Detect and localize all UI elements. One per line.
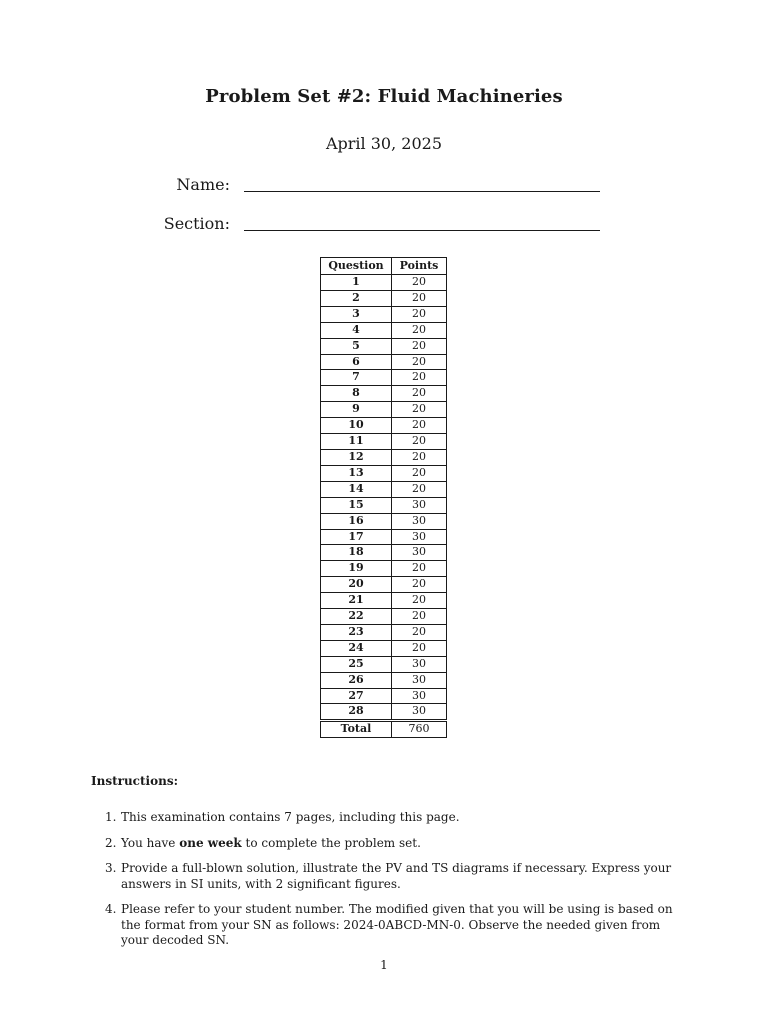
question-number-cell: 27 <box>321 688 392 704</box>
points-value-cell: 30 <box>392 513 447 529</box>
points-value-cell: 20 <box>392 640 447 656</box>
points-value-cell: 20 <box>392 370 447 386</box>
points-table-row <box>321 672 447 688</box>
points-table-row <box>321 529 447 545</box>
points-table-row <box>321 561 447 577</box>
points-table-row <box>321 656 447 672</box>
points-table-row <box>321 497 447 513</box>
points-value-cell: 20 <box>392 561 447 577</box>
points-value-cell: 20 <box>392 434 447 450</box>
points-table-row <box>321 688 447 704</box>
question-number-cell: 12 <box>321 449 392 465</box>
points-table-row <box>321 481 447 497</box>
section-label: Section: <box>163 214 230 233</box>
points-table-row <box>321 434 447 450</box>
question-number-cell: 26 <box>321 672 392 688</box>
points-value-cell: 20 <box>392 402 447 418</box>
total-label: Total <box>321 721 392 738</box>
question-number-cell: 22 <box>321 609 392 625</box>
points-table-row <box>321 609 447 625</box>
instruction-number: 2. <box>105 835 117 850</box>
points-table-row <box>321 624 447 640</box>
points-table-row <box>321 322 447 338</box>
question-number-cell: 7 <box>321 370 392 386</box>
question-number-cell: 5 <box>321 338 392 354</box>
points-value-cell: 20 <box>392 624 447 640</box>
question-number-cell: 14 <box>321 481 392 497</box>
points-value-cell: 20 <box>392 593 447 609</box>
points-table-row <box>321 513 447 529</box>
instruction-emphasis: one week <box>179 835 242 850</box>
points-value-cell: 30 <box>392 672 447 688</box>
points-table-row <box>321 306 447 322</box>
question-number-cell: 21 <box>321 593 392 609</box>
points-table-row <box>321 593 447 609</box>
question-number-cell: 13 <box>321 465 392 481</box>
question-number-cell: 10 <box>321 418 392 434</box>
name-blank-line <box>244 191 600 192</box>
points-column-header: Points <box>392 258 447 275</box>
points-value-cell: 20 <box>392 338 447 354</box>
total-value: 760 <box>392 721 447 738</box>
points-table-row <box>321 640 447 656</box>
points-table-row <box>321 545 447 561</box>
points-value-cell: 20 <box>392 465 447 481</box>
question-number-cell: 16 <box>321 513 392 529</box>
question-number-cell: 23 <box>321 624 392 640</box>
question-number-cell: 9 <box>321 402 392 418</box>
points-value-cell: 30 <box>392 688 447 704</box>
points-value-cell: 30 <box>392 529 447 545</box>
points-table-row <box>321 354 447 370</box>
points-table-row <box>321 704 447 721</box>
points-value-cell: 20 <box>392 609 447 625</box>
points-table-header-row <box>321 258 447 275</box>
points-value-cell: 30 <box>392 545 447 561</box>
points-value-cell: 20 <box>392 354 447 370</box>
question-number-cell: 2 <box>321 290 392 306</box>
question-number-cell: 18 <box>321 545 392 561</box>
points-table-row <box>321 275 447 291</box>
question-number-cell: 19 <box>321 561 392 577</box>
points-table-total-row <box>321 721 447 738</box>
points-value-cell: 20 <box>392 322 447 338</box>
points-table-row <box>321 370 447 386</box>
points-value-cell: 20 <box>392 481 447 497</box>
question-number-cell: 1 <box>321 275 392 291</box>
name-label: Name: <box>176 175 230 194</box>
question-column-header: Question <box>321 258 392 275</box>
instruction-item <box>91 861 681 892</box>
instruction-text: Please refer to your student number. The modified given that you will be using is based on the format from your SN as follows: 2024-0ABCD-MN-0. Observe the needed given from your decoded SN. <box>121 902 673 947</box>
instruction-item <box>91 810 681 826</box>
points-table-row <box>321 386 447 402</box>
points-table-row <box>321 577 447 593</box>
points-value-cell: 20 <box>392 306 447 322</box>
instruction-item <box>91 836 681 852</box>
instruction-number: 1. <box>105 810 117 824</box>
points-value-cell: 20 <box>392 290 447 306</box>
points-value-cell: 20 <box>392 577 447 593</box>
instructions-heading: Instructions: <box>91 774 179 788</box>
points-value-cell: 30 <box>392 656 447 672</box>
section-blank-line <box>244 230 600 231</box>
points-value-cell: 20 <box>392 275 447 291</box>
question-number-cell: 8 <box>321 386 392 402</box>
points-table-row <box>321 418 447 434</box>
points-value-cell: 30 <box>392 704 447 721</box>
document-title: Problem Set #2: Fluid Machineries <box>205 86 563 107</box>
points-table-body <box>321 275 447 721</box>
page-number: 1 <box>380 958 388 972</box>
question-number-cell: 25 <box>321 656 392 672</box>
points-table <box>320 257 447 738</box>
points-table-row <box>321 338 447 354</box>
points-value-cell: 20 <box>392 449 447 465</box>
instruction-text-after: to complete the problem set. <box>241 835 421 850</box>
points-table-row <box>321 465 447 481</box>
question-number-cell: 28 <box>321 704 392 721</box>
instruction-number: 4. <box>105 902 117 916</box>
question-number-cell: 3 <box>321 306 392 322</box>
instructions-list <box>91 810 681 959</box>
question-number-cell: 20 <box>321 577 392 593</box>
points-value-cell: 20 <box>392 386 447 402</box>
points-table-row <box>321 402 447 418</box>
question-number-cell: 17 <box>321 529 392 545</box>
instruction-text: This examination contains 7 pages, including this page. <box>121 810 460 824</box>
document-date: April 30, 2025 <box>325 134 442 153</box>
points-table-row <box>321 449 447 465</box>
instruction-item <box>91 902 681 949</box>
question-number-cell: 4 <box>321 322 392 338</box>
question-number-cell: 15 <box>321 497 392 513</box>
instruction-text: Provide a full-blown solution, illustrate the PV and TS diagrams if necessary. Express your answers in SI units, with 2 significant figures. <box>121 861 672 891</box>
question-number-cell: 11 <box>321 434 392 450</box>
instruction-text-before: You have <box>121 835 180 850</box>
question-number-cell: 6 <box>321 354 392 370</box>
points-value-cell: 30 <box>392 497 447 513</box>
question-number-cell: 24 <box>321 640 392 656</box>
points-value-cell: 20 <box>392 418 447 434</box>
points-table-row <box>321 290 447 306</box>
instruction-number: 3. <box>105 861 117 875</box>
